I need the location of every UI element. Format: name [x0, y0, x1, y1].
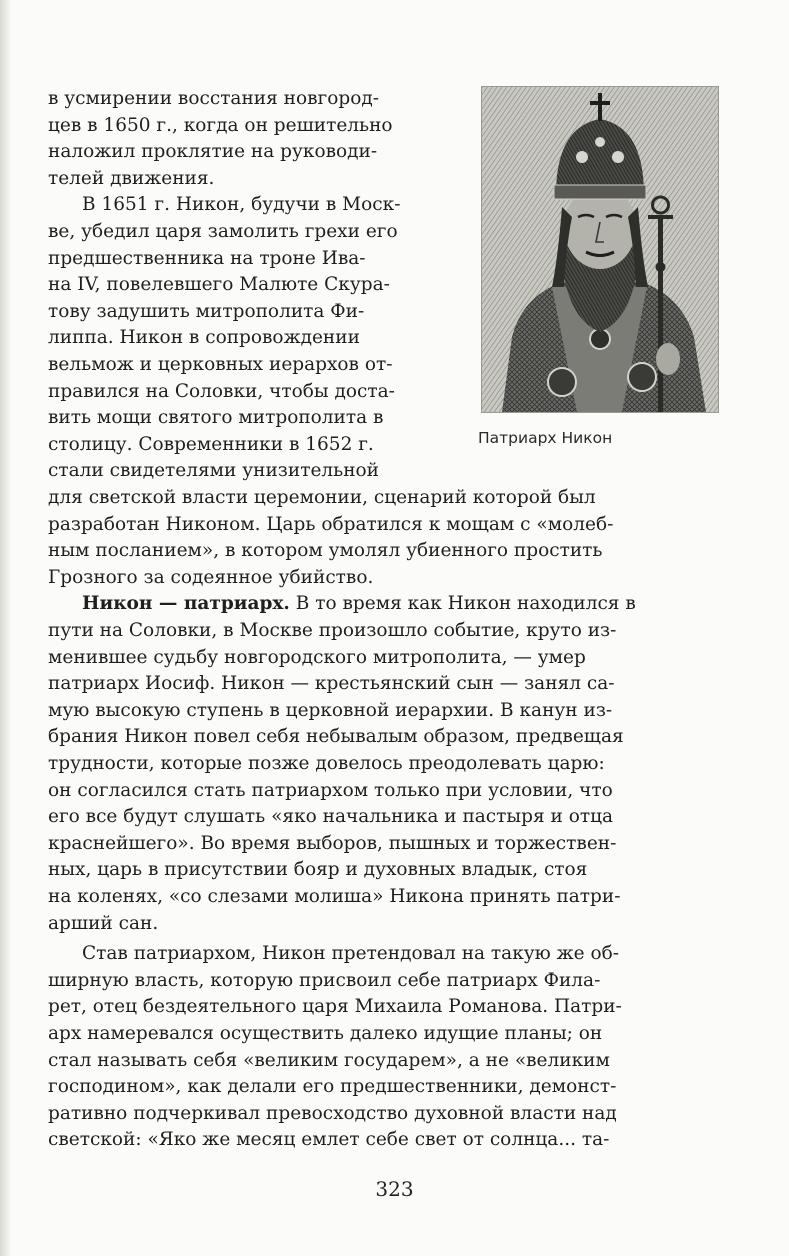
text-line: его все будут слушать «яко начальника и пастыря и отца: [48, 806, 614, 828]
text-line: он согласился стать патриархом только при условии, что: [48, 779, 613, 801]
page-number: 323: [375, 1177, 414, 1201]
section-heading: Никон — патриарх.: [82, 593, 290, 615]
text-line: господином», как делали его предшественники, демонст-: [48, 1076, 617, 1098]
text-line: патриарх Иосиф. Никон — крестьянский сын — занял са-: [48, 673, 615, 695]
text-line: Грозного за содеянное убийство.: [48, 566, 374, 588]
paragraph-first-line: В 1651 г. Никон, будучи в Моск-: [82, 194, 401, 216]
text-line: пути на Соловки, в Москве произошло событие, круто из-: [48, 620, 617, 641]
section-first-line: [82, 589, 718, 619]
text-line: столицу. Современники в 1652 г.: [48, 433, 374, 455]
text-line: липпа. Никон в сопровождении: [48, 327, 360, 349]
text-line: трудности, которые позже довелось преодолевать царю:: [48, 753, 605, 774]
text-line: краснейшего». Во время выборов, пышных и торжествен-: [48, 832, 617, 854]
text-line: брания Никон повел себя небывалым образом, предвещая: [48, 726, 624, 748]
text-line: мую высокую ступень в церковной иерархии. В канун из-: [48, 699, 613, 721]
text-line: стали свидетелями унизительной: [48, 460, 380, 482]
paragraph-first-line: Став патриархом, Никон претендовал на такую же об-: [82, 943, 620, 965]
text-line: арший сан.: [48, 912, 159, 934]
text-line: стал называть себя «великим государем», а не «великим: [48, 1049, 610, 1071]
text-line: рет, отец бездеятельного царя Михаила Романова. Патри-: [48, 996, 622, 1018]
text-line: ным посланием», в котором умолял убиенного простить: [48, 540, 603, 562]
text-line: телей движения.: [48, 167, 215, 189]
text-line: наложил проклятие на руководи-: [48, 141, 378, 163]
text-line: предшественника на троне Ива-: [48, 247, 366, 269]
text-line: ве, убедил царя замолить грехи его: [48, 221, 398, 242]
text-line: ративно подчеркивал превосходство духовной власти над: [48, 1102, 617, 1124]
text-line: ширную власть, которую присвоил себе патриарх Фила-: [48, 969, 601, 991]
text-line: цев в 1650 г., когда он решительно: [48, 114, 393, 136]
text-line: вельмож и церковных иерархов от-: [48, 354, 393, 375]
portrait-illustration: [481, 86, 719, 413]
text-line: вить мощи святого митрополита в: [48, 407, 384, 429]
text-line: разработан Никоном. Царь обратился к мощам с «молеб-: [48, 513, 614, 535]
page-edge-shadow: [0, 0, 10, 1256]
text-line: на IV, повелевшего Малюте Скура-: [48, 274, 390, 296]
text-line: ных, царь в присутствии бояр и духовных владык, стоя: [48, 859, 588, 881]
text-line: для светской власти церемонии, сценарий которой был: [48, 487, 596, 508]
text-line: светской: «Яко же месяц емлет себе свет от солнца... та-: [48, 1129, 610, 1151]
figure-caption: Патриарх Никон: [478, 429, 613, 447]
text-line: на коленях, «со слезами молиша» Никона принять патри-: [48, 886, 621, 907]
section-text: В то время как Никон находился в: [289, 593, 636, 615]
text-line: правился на Соловки, чтобы доста-: [48, 380, 395, 402]
text-line: арх намеревался осуществить далеко идущие планы; он: [48, 1023, 603, 1044]
portrait-engraving: [482, 87, 718, 412]
text-line: менившее судьбу новгородского митрополита, — умер: [48, 646, 586, 668]
text-line: тову задушить митрополита Фи-: [48, 300, 365, 322]
text-line: в усмирении восстания новгород-: [48, 88, 380, 109]
